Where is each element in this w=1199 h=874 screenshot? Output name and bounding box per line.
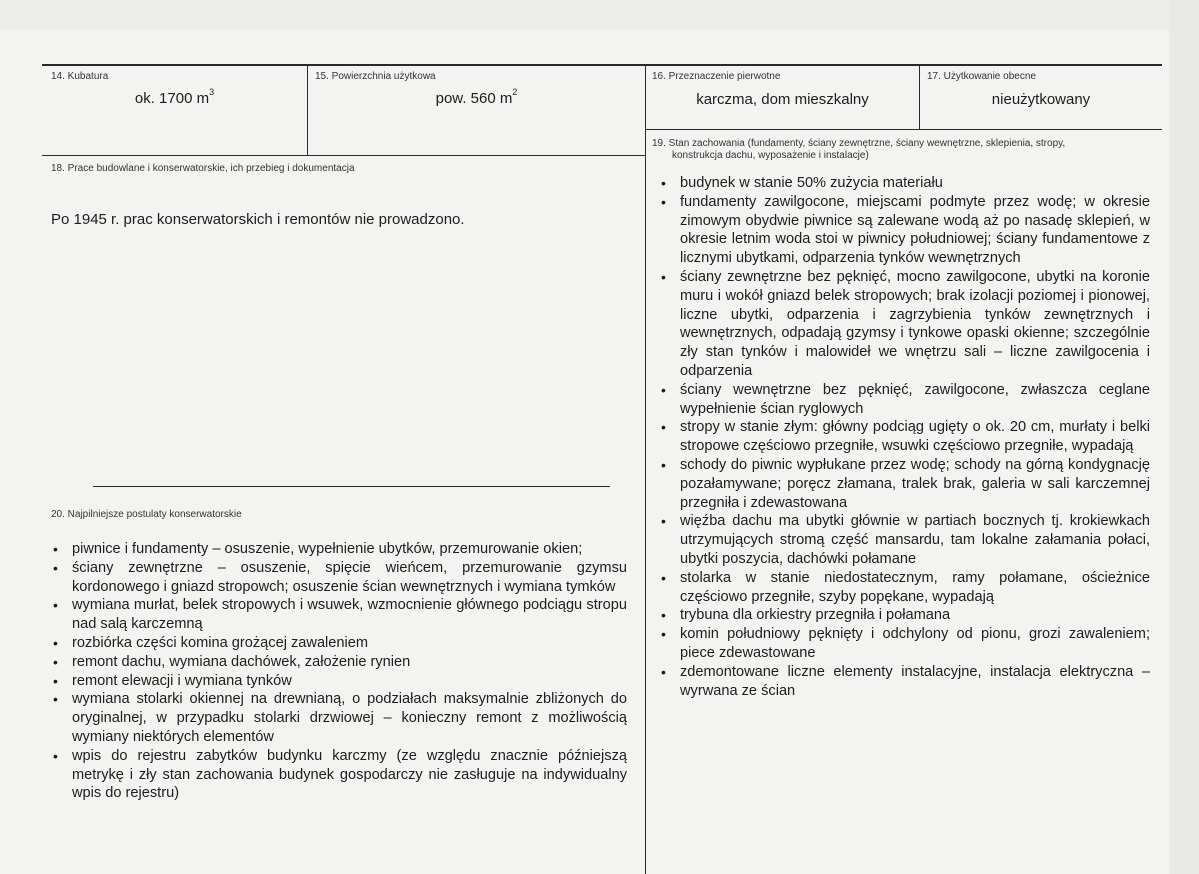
list-item: • fundamenty zawilgocone, miejscami podmyte przez wodę; w okresie zimowym obydwie piwnice są zalewane wodą aż po nasadę sklepień, w okresie letnim woda stoi w piwnicy południowej; ściany fundamentowe z licznymi ubytkami, odparzenia tynków wewnętrznych	[651, 193, 1150, 268]
list-item: • remont elewacji i wymiana tynków	[43, 672, 627, 691]
list-item: • budynek w stanie 50% zużycia materiału	[651, 174, 1150, 193]
divider-v-1	[307, 65, 308, 155]
rule-section-18-end	[93, 486, 610, 487]
kubatura-text: ok. 1700 m	[134, 90, 210, 107]
list-item: • stolarka w stanie niedostatecznym, ramy połamane, ościeżnice częściowo przegniłe, szyby popękane, wypadają	[651, 569, 1150, 607]
list-item: • schody do piwnic wypłukane przez wodę; schody na górną kondygnację pozałamywane; poręcz złamana, tralek brak, galeria w sali karczemnej przegniła i zdewastowana	[651, 456, 1150, 512]
field-20-label: 20. Najpilniejsze postulaty konserwatorskie	[51, 509, 242, 520]
field-19-label-line1: 19. Stan zachowania (fundamenty, ściany zewnętrzne, ściany wewnętrzne, sklepienia, stropy,	[652, 138, 1066, 149]
list-item: • trybuna dla orkiestry przegniła i połamana	[651, 606, 1150, 625]
scan-right-margin	[1169, 0, 1199, 874]
field-14-value	[42, 87, 307, 107]
field-17-label: 17. Użytkowanie obecne	[927, 71, 1036, 82]
list-item: • wymiana stolarki okiennej na drewnianą, o podziałach maksymalnie zbliżonych do oryginalnej, w przypadku stolarki drzwiowej – konieczny remont z możliwością wymiany niektórych elementów	[43, 690, 627, 746]
scan-top-margin	[0, 0, 1199, 30]
list-item: • piwnice i fundamenty – osuszenie, wypełnienie ubytków, przemurowanie okien;	[43, 540, 627, 559]
list-item: • wpis do rejestru zabytków budynku karczmy (ze względu znacznie późniejszą metrykę i zły stan zachowania budynek gospodarczy nie zasługuje na indywidualny wpis do rejestru)	[43, 747, 627, 803]
powierzchnia-text: pow. 560 m	[435, 90, 513, 107]
list-item: • zdemontowane liczne elementy instalacyjne, instalacja elektryczna – wyrwana ze ścian	[651, 663, 1150, 701]
field-14-label: 14. Kubatura	[51, 71, 109, 82]
field-19-label-line2: konstrukcja dachu, wyposażenie i instalacje)	[672, 150, 869, 161]
list-item: • stropy w stanie złym: główny podciąg ugięty o ok. 20 cm, murłaty i belki stropowe częściowo przegniłe, wsuwki częściowo przegniłe, wypadają	[651, 418, 1150, 456]
field-16-label: 16. Przeznaczenie pierwotne	[652, 71, 781, 82]
divider-v-main	[645, 65, 646, 874]
field-19-label	[652, 138, 1065, 162]
rule-left-col-bottom	[42, 155, 645, 156]
list-item: • ściany zewnętrzne bez pęknięć, mocno zawilgocone, ubytki na koronie muru i wokół gniazd belek stropowych; brak izolacji poziomej i pionowej, liczne ubytki, odparzenia i zagrzybienia tynków zewnętrznych i wewnętrznych, odpadają gzymsy i tynkowe opaski okienne; szczególnie zły stan tynków i malowideł we wnętrzu sali – liczne zawilgocenia i odparzenia	[651, 268, 1150, 381]
field-17-value: nieużytkowany	[991, 91, 1091, 108]
powierzchnia-exponent: 2	[512, 87, 518, 97]
list-item: • ściany wewnętrzne bez pęknięć, zawilgocone, zwłaszcza ceglane wypełnienie ścian ryglowych	[651, 381, 1150, 419]
field-18-label: 18. Prace budowlane i konserwatorskie, ich przebieg i dokumentacja	[51, 163, 355, 174]
list-item: • rozbiórka części komina grożącej zawaleniem	[43, 634, 627, 653]
stan-list	[651, 174, 1150, 700]
rule-top	[42, 64, 1162, 66]
list-item: • ściany zewnętrzne – osuszenie, spięcie wieńcem, przemurowanie gzymsu kordonowego i gniazd stropowch; osuszenie ścian wewnętrznych i wymiana tymków	[43, 559, 627, 597]
postulaty-list	[43, 540, 627, 803]
list-item: • komin południowy pęknięty i odchylony od pionu, grozi zawaleniem; piece zdewastowane	[651, 625, 1150, 663]
field-16-value: karczma, dom mieszkalny	[696, 91, 869, 108]
list-item: • więźba dachu ma ubytki głównie w partiach bocznych tj. krokiewkach utrzymujących stromą część mansardu, tam lokalne załamania połaci, ubytki poszycia, dachówki połamane	[651, 512, 1150, 568]
list-item: • wymiana murłat, belek stropowych i wsuwek, wzmocnienie głównego podciągu stropu nad salą karczemną	[43, 596, 627, 634]
list-item: • remont dachu, wymiana dachówek, założenie rynien	[43, 653, 627, 672]
field-18-text: Po 1945 r. prac konserwatorskich i remontów nie prowadzono.	[51, 211, 465, 228]
rule-right-col-mid	[645, 129, 1162, 130]
field-15-label: 15. Powierzchnia użytkowa	[315, 71, 436, 82]
field-15-value	[308, 87, 645, 107]
kubatura-exponent: 3	[209, 87, 215, 97]
